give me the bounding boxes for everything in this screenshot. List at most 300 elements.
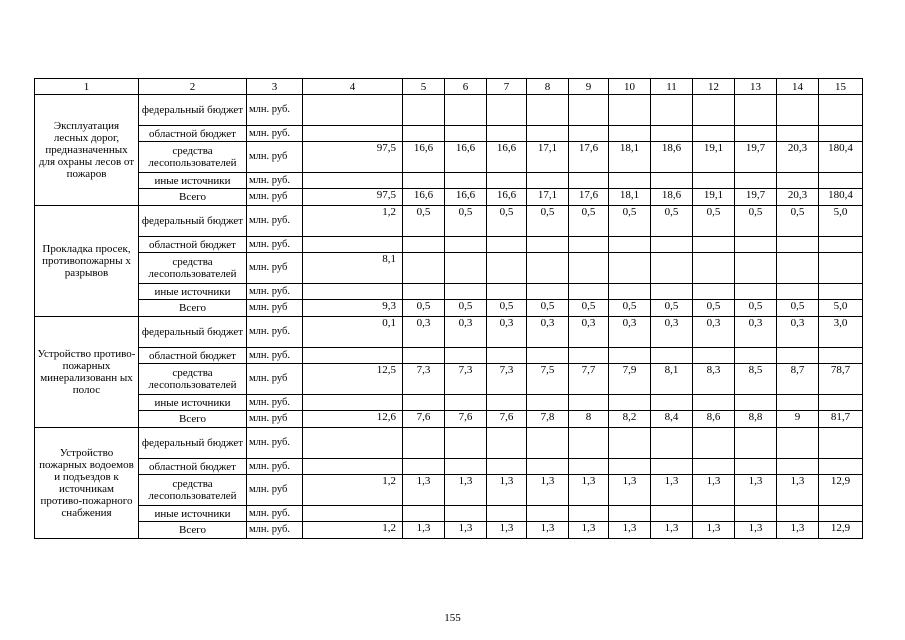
value-cell: 12,9 [819,522,863,539]
value-cell [735,284,777,300]
value-cell [445,348,487,364]
value-cell: 19,1 [693,142,735,173]
column-number-11: 11 [651,79,693,95]
value-cell: 9,3 [303,300,403,317]
funding-source: Всего [139,189,247,206]
value-cell [527,173,569,189]
value-cell: 1,2 [303,206,403,237]
table-row [35,173,863,189]
value-cell [693,428,735,459]
value-cell: 17,6 [569,142,609,173]
value-cell [777,506,819,522]
value-cell [487,348,527,364]
unit-cell: млн. руб. [247,95,303,126]
column-number-7: 7 [487,79,527,95]
value-cell: 8,8 [735,411,777,428]
value-cell: 1,3 [693,475,735,506]
activity-name: Прокладка просек, противопожарны х разрывов [35,206,139,317]
funding-source: областной бюджет [139,348,247,364]
value-cell [445,428,487,459]
budget-table [34,78,863,539]
value-cell: 19,7 [735,189,777,206]
value-cell: 0,5 [735,300,777,317]
value-cell [819,459,863,475]
value-cell: 1,2 [303,475,403,506]
value-cell: 78,7 [819,364,863,395]
page-number: 155 [444,612,461,624]
value-cell [651,506,693,522]
value-cell: 8,7 [777,364,819,395]
funding-source: областной бюджет [139,126,247,142]
value-cell [487,428,527,459]
value-cell [527,428,569,459]
value-cell [527,237,569,253]
funding-source: Всего [139,411,247,428]
value-cell [445,459,487,475]
value-cell [569,348,609,364]
value-cell: 7,3 [487,364,527,395]
value-cell [445,95,487,126]
unit-cell: млн. руб [247,253,303,284]
value-cell: 1,3 [693,522,735,539]
value-cell [819,428,863,459]
value-cell: 8,1 [651,364,693,395]
value-cell [609,284,651,300]
value-cell [527,126,569,142]
value-cell: 16,6 [403,189,445,206]
value-cell [527,348,569,364]
table-row [35,206,863,237]
value-cell [303,173,403,189]
unit-cell: млн. руб. [247,428,303,459]
value-cell [403,173,445,189]
value-cell [569,284,609,300]
activity-name: Устройство пожарных водоемов и подъездов к источникам противо-пожарного снабжения [35,428,139,539]
unit-cell: млн. руб. [247,126,303,142]
value-cell: 1,3 [777,522,819,539]
value-cell [651,95,693,126]
value-cell [693,459,735,475]
value-cell [693,173,735,189]
value-cell [735,173,777,189]
value-cell [777,95,819,126]
value-cell: 18,1 [609,142,651,173]
value-cell [403,395,445,411]
value-cell [487,237,527,253]
value-cell: 0,5 [693,206,735,237]
value-cell: 1,3 [487,522,527,539]
column-number-10: 10 [609,79,651,95]
value-cell: 7,6 [445,411,487,428]
value-cell [609,237,651,253]
value-cell [403,237,445,253]
value-cell: 1,3 [569,475,609,506]
value-cell [735,237,777,253]
funding-source: средства лесопользователей [139,364,247,395]
value-cell: 9 [777,411,819,428]
value-cell [819,284,863,300]
value-cell: 0,5 [445,206,487,237]
value-cell: 1,3 [609,475,651,506]
value-cell: 1,3 [777,475,819,506]
value-cell: 12,5 [303,364,403,395]
value-cell [403,348,445,364]
value-cell [303,126,403,142]
value-cell [487,395,527,411]
table-row [35,348,863,364]
value-cell [487,284,527,300]
value-cell [403,459,445,475]
value-cell: 7,9 [609,364,651,395]
value-cell: 1,3 [527,475,569,506]
value-cell [693,348,735,364]
value-cell: 97,5 [303,142,403,173]
value-cell [651,173,693,189]
table-row [35,126,863,142]
value-cell [303,395,403,411]
value-cell [693,506,735,522]
value-cell: 1,3 [445,475,487,506]
funding-source: средства лесопользователей [139,253,247,284]
value-cell [569,506,609,522]
table-row [35,189,863,206]
column-number-4: 4 [303,79,403,95]
value-cell: 0,5 [445,300,487,317]
value-cell: 0,5 [609,206,651,237]
value-cell [445,237,487,253]
value-cell: 8,3 [693,364,735,395]
value-cell [527,459,569,475]
value-cell [403,126,445,142]
value-cell: 20,3 [777,142,819,173]
value-cell [303,237,403,253]
funding-source: федеральный бюджет [139,317,247,348]
value-cell: 17,1 [527,142,569,173]
value-cell: 7,3 [403,364,445,395]
value-cell [651,253,693,284]
value-cell [735,395,777,411]
value-cell [487,173,527,189]
value-cell: 0,5 [527,206,569,237]
value-cell [303,348,403,364]
value-cell: 0,5 [403,300,445,317]
unit-cell: млн. руб [247,142,303,173]
value-cell: 1,3 [735,522,777,539]
value-cell [303,506,403,522]
value-cell: 0,5 [651,300,693,317]
value-cell [693,395,735,411]
value-cell: 0,1 [303,317,403,348]
unit-cell: млн. руб. [247,237,303,253]
value-cell: 0,5 [777,206,819,237]
value-cell: 20,3 [777,189,819,206]
value-cell [735,428,777,459]
value-cell: 0,3 [735,317,777,348]
funding-source: иные источники [139,395,247,411]
value-cell [651,237,693,253]
table-row [35,284,863,300]
unit-cell: млн. руб. [247,173,303,189]
value-cell: 3,0 [819,317,863,348]
value-cell: 16,6 [445,189,487,206]
value-cell [403,506,445,522]
value-cell [609,253,651,284]
value-cell: 7,3 [445,364,487,395]
value-cell: 0,5 [693,300,735,317]
value-cell: 18,6 [651,142,693,173]
value-cell [693,126,735,142]
value-cell: 0,3 [487,317,527,348]
value-cell [735,253,777,284]
table-row [35,142,863,173]
unit-cell: млн. руб. [247,395,303,411]
value-cell: 8,5 [735,364,777,395]
value-cell: 8 [569,411,609,428]
value-cell: 12,9 [819,475,863,506]
unit-cell: млн. руб. [247,317,303,348]
unit-cell: млн. руб. [247,348,303,364]
value-cell [487,95,527,126]
value-cell [445,173,487,189]
value-cell [445,126,487,142]
value-cell: 1,3 [735,475,777,506]
value-cell: 81,7 [819,411,863,428]
value-cell [609,506,651,522]
funding-source: федеральный бюджет [139,95,247,126]
value-cell [693,95,735,126]
unit-cell: млн. руб [247,411,303,428]
value-cell [527,284,569,300]
value-cell [609,395,651,411]
value-cell [735,95,777,126]
unit-cell: млн. руб. [247,206,303,237]
value-cell [819,126,863,142]
funding-source: федеральный бюджет [139,206,247,237]
table-row [35,395,863,411]
value-cell: 18,6 [651,189,693,206]
value-cell: 16,6 [487,189,527,206]
column-number-2: 2 [139,79,247,95]
funding-source: иные источники [139,284,247,300]
value-cell: 7,7 [569,364,609,395]
table-row [35,411,863,428]
value-cell [693,237,735,253]
table-row [35,300,863,317]
value-cell: 8,4 [651,411,693,428]
value-cell: 0,3 [651,317,693,348]
value-cell: 0,3 [445,317,487,348]
value-cell: 0,5 [403,206,445,237]
funding-source: областной бюджет [139,237,247,253]
column-number-15: 15 [819,79,863,95]
value-cell: 17,6 [569,189,609,206]
value-cell [819,237,863,253]
value-cell [777,459,819,475]
column-number-6: 6 [445,79,487,95]
value-cell [303,95,403,126]
value-cell: 0,5 [487,300,527,317]
unit-cell: млн. руб [247,364,303,395]
value-cell [819,395,863,411]
value-cell [609,348,651,364]
value-cell [777,428,819,459]
value-cell: 1,3 [445,522,487,539]
value-cell [569,126,609,142]
value-cell: 1,3 [527,522,569,539]
value-cell: 1,2 [303,522,403,539]
value-cell: 1,3 [403,475,445,506]
value-cell: 8,6 [693,411,735,428]
table-row [35,95,863,126]
funding-source: областной бюджет [139,459,247,475]
value-cell: 1,3 [651,475,693,506]
value-cell: 0,5 [569,300,609,317]
funding-source: средства лесопользователей [139,142,247,173]
value-cell [609,126,651,142]
value-cell [569,237,609,253]
column-number-14: 14 [777,79,819,95]
value-cell [445,253,487,284]
value-cell [651,284,693,300]
value-cell [445,284,487,300]
column-number-13: 13 [735,79,777,95]
table-row [35,506,863,522]
value-cell [819,348,863,364]
value-cell [569,428,609,459]
value-cell [777,253,819,284]
value-cell: 19,7 [735,142,777,173]
value-cell [609,428,651,459]
unit-cell: млн. руб. [247,459,303,475]
value-cell [403,253,445,284]
value-cell: 0,5 [487,206,527,237]
value-cell [651,459,693,475]
value-cell: 0,3 [569,317,609,348]
unit-cell: млн. руб [247,475,303,506]
value-cell: 0,5 [651,206,693,237]
value-cell: 1,3 [609,522,651,539]
table-body [35,95,863,539]
table-row [35,237,863,253]
value-cell [735,126,777,142]
value-cell [777,284,819,300]
value-cell: 8,2 [609,411,651,428]
column-number-8: 8 [527,79,569,95]
unit-cell: млн. руб. [247,522,303,539]
value-cell: 1,3 [403,522,445,539]
value-cell: 5,0 [819,206,863,237]
value-cell: 7,5 [527,364,569,395]
value-cell [651,395,693,411]
value-cell [735,459,777,475]
value-cell: 7,6 [403,411,445,428]
table-row [35,459,863,475]
value-cell: 0,3 [609,317,651,348]
value-cell [487,506,527,522]
value-cell [403,95,445,126]
value-cell [609,173,651,189]
value-cell: 7,6 [487,411,527,428]
value-cell: 16,6 [487,142,527,173]
value-cell [819,506,863,522]
activity-name: Устройство противо-пожарных минерализованн ых полос [35,317,139,428]
funding-source: иные источники [139,173,247,189]
value-cell [487,253,527,284]
value-cell: 1,3 [569,522,609,539]
value-cell [777,237,819,253]
funding-source: Всего [139,300,247,317]
value-cell: 0,5 [609,300,651,317]
value-cell: 0,3 [403,317,445,348]
value-cell [777,126,819,142]
value-cell [403,284,445,300]
table-row [35,475,863,506]
table-row [35,317,863,348]
value-cell: 97,5 [303,189,403,206]
value-cell [303,428,403,459]
unit-cell: млн. руб. [247,284,303,300]
unit-cell: млн. руб [247,300,303,317]
value-cell [445,395,487,411]
value-cell [569,173,609,189]
column-number-3: 3 [247,79,303,95]
value-cell: 180,4 [819,189,863,206]
value-cell: 16,6 [403,142,445,173]
value-cell: 0,5 [527,300,569,317]
column-number-1: 1 [35,79,139,95]
value-cell: 12,6 [303,411,403,428]
value-cell: 0,3 [527,317,569,348]
value-cell [445,506,487,522]
value-cell: 8,1 [303,253,403,284]
value-cell [527,253,569,284]
value-cell [777,173,819,189]
table-row [35,253,863,284]
activity-name: Эксплуатация лесных дорог, предназначенных для охраны лесов от пожаров [35,95,139,206]
value-cell [527,506,569,522]
column-number-5: 5 [403,79,445,95]
column-number-12: 12 [693,79,735,95]
column-number-9: 9 [569,79,609,95]
funding-source: иные источники [139,506,247,522]
value-cell [735,506,777,522]
value-cell: 0,5 [777,300,819,317]
value-cell [651,126,693,142]
value-cell [487,126,527,142]
table-row [35,428,863,459]
column-number-row [35,79,863,95]
unit-cell: млн. руб. [247,506,303,522]
value-cell: 17,1 [527,189,569,206]
value-cell [693,284,735,300]
value-cell [487,459,527,475]
value-cell: 0,3 [693,317,735,348]
value-cell [527,95,569,126]
value-cell [819,173,863,189]
value-cell [303,459,403,475]
value-cell: 0,5 [569,206,609,237]
value-cell [735,348,777,364]
value-cell [569,459,609,475]
value-cell: 7,8 [527,411,569,428]
value-cell: 19,1 [693,189,735,206]
value-cell: 1,3 [487,475,527,506]
value-cell [819,253,863,284]
value-cell [527,395,569,411]
value-cell [693,253,735,284]
funding-source: Всего [139,522,247,539]
value-cell [569,395,609,411]
